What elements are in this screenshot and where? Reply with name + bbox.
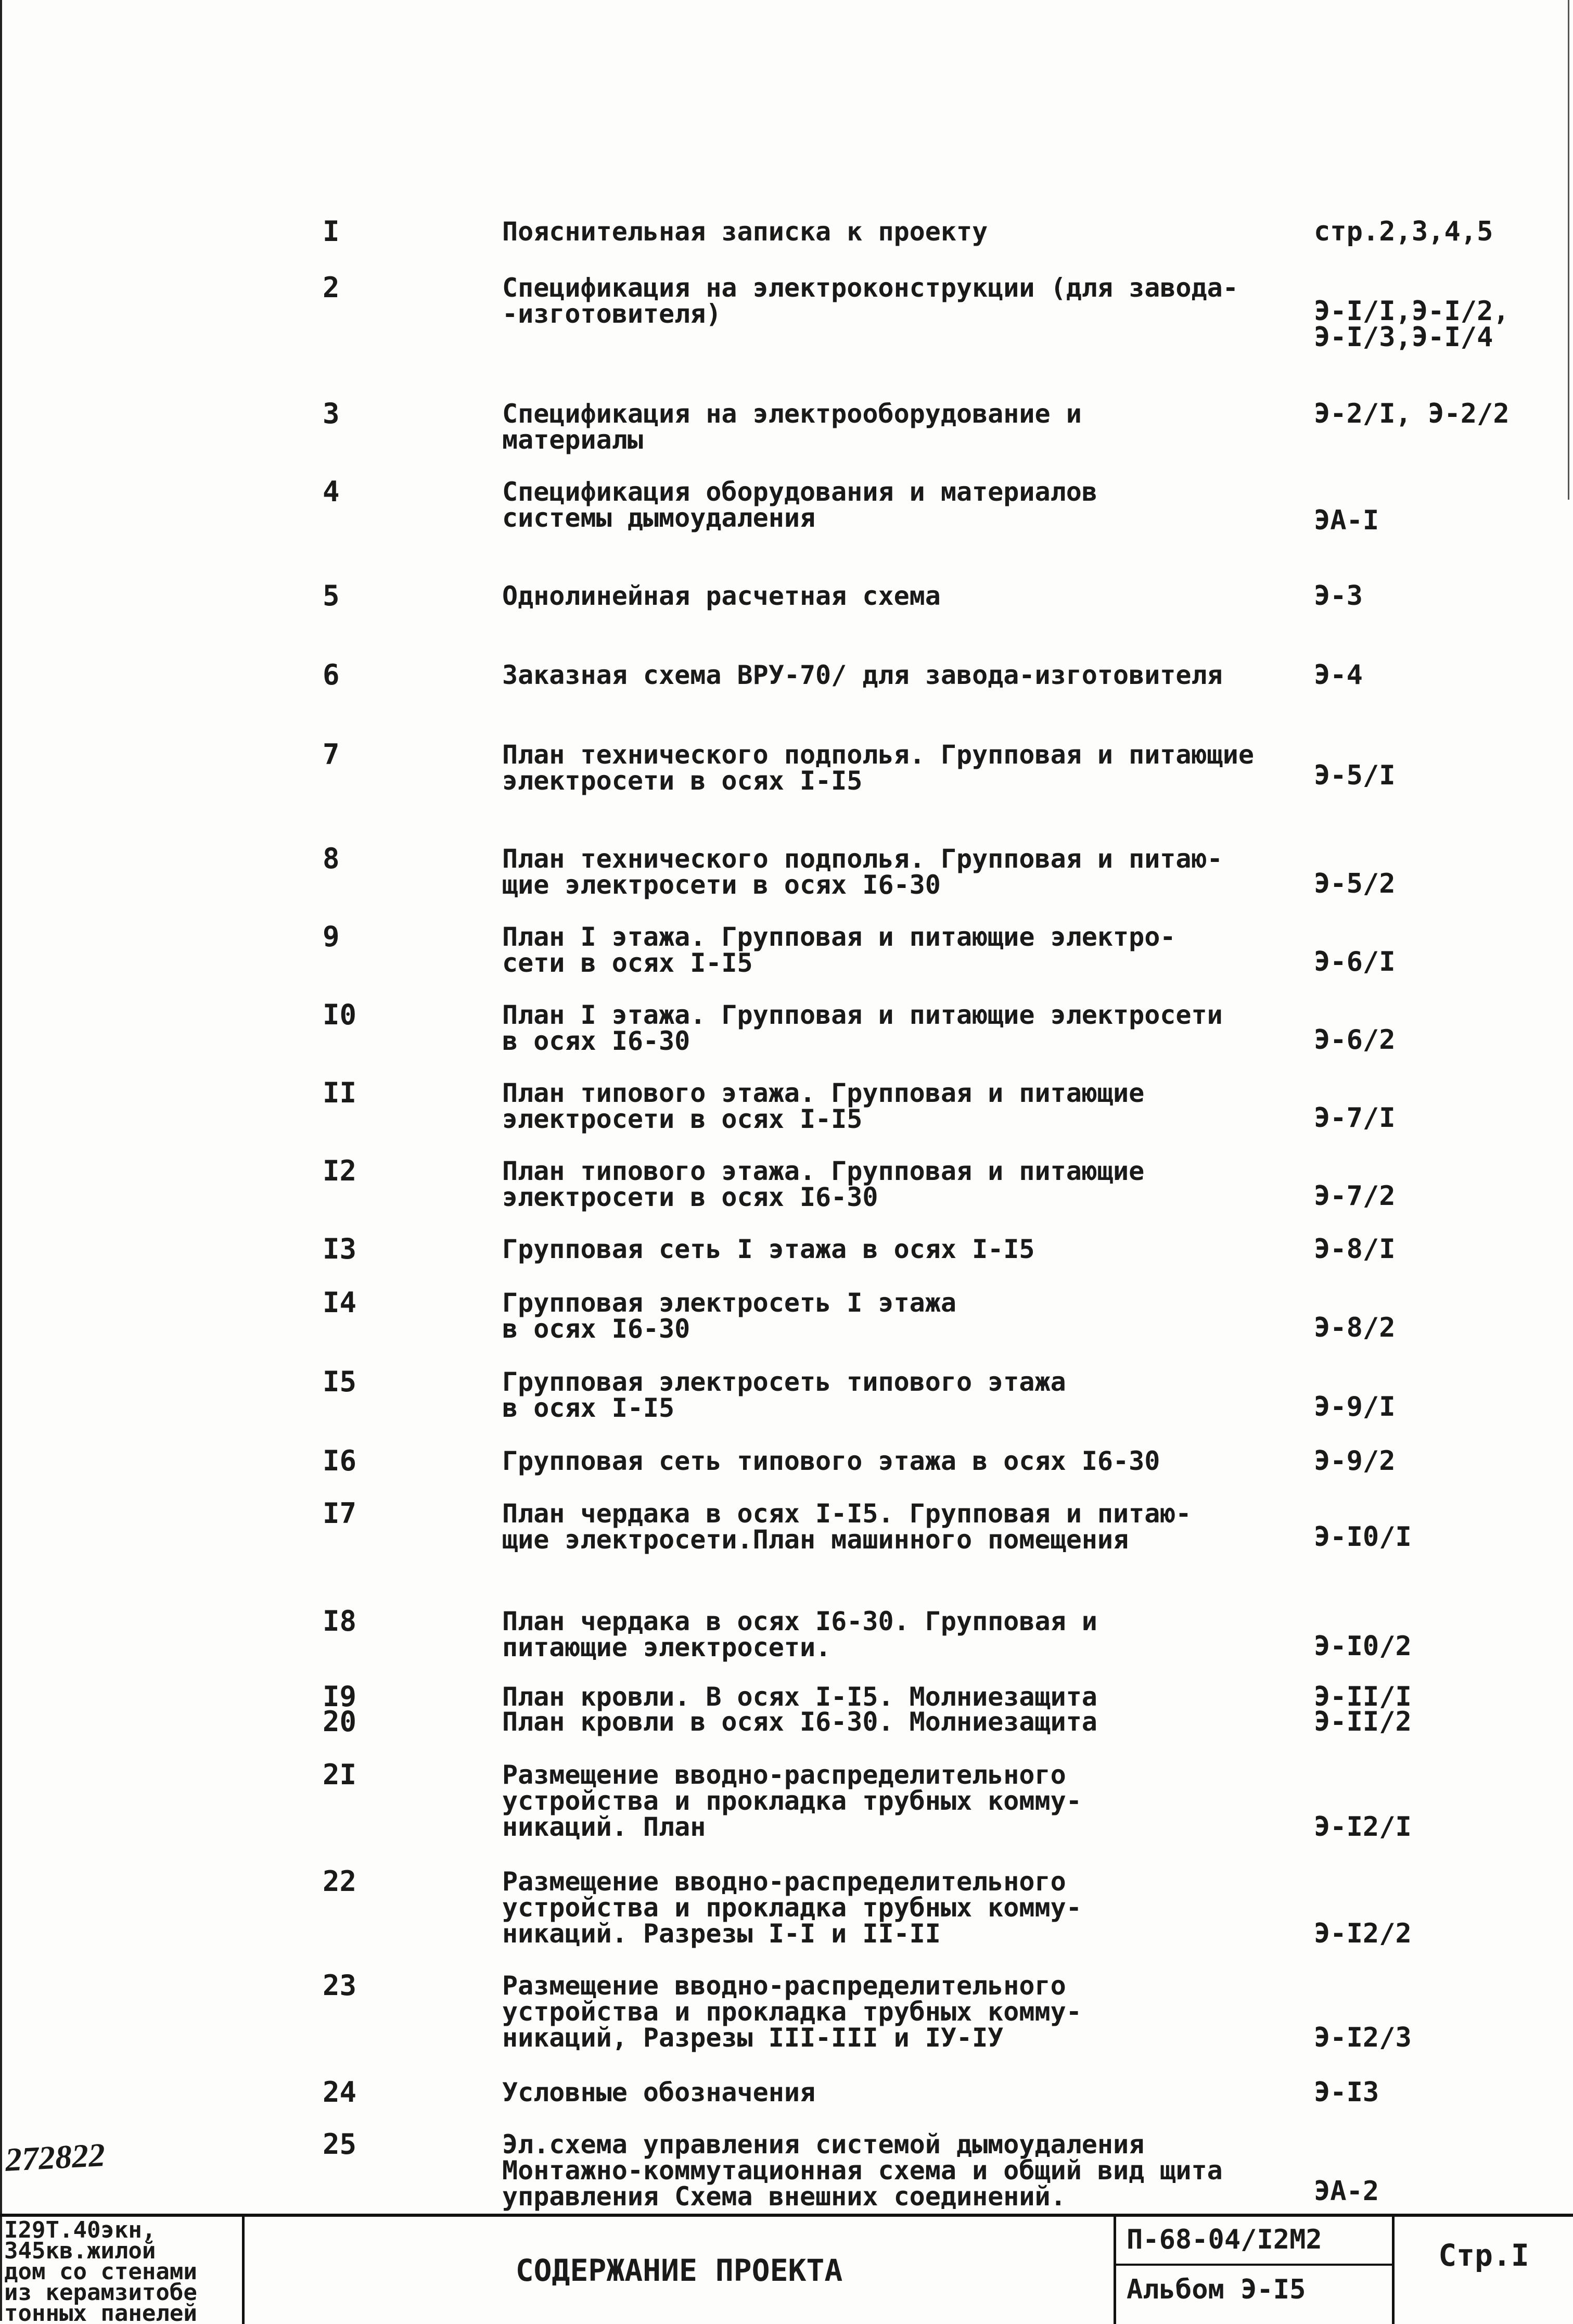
row-sheet-ref: Э-9/2: [1314, 1445, 1396, 1477]
page-number: Стр.I: [1438, 2238, 1529, 2273]
row-sheet-ref: Э-I2/I: [1314, 1811, 1412, 1843]
row-title: План чердака в осях I-I5. Групповая и питаю- щие электросети.План машинного помещения: [502, 1498, 1192, 1555]
row-sheet-ref: Э-9/I: [1314, 1391, 1396, 1423]
row-number: I4: [323, 1286, 357, 1319]
row-title: Спецификация оборудования и материалов системы дымоудаления: [502, 477, 1097, 533]
row-number: 5: [323, 579, 340, 612]
code-divider: [1116, 2264, 1392, 2266]
row-title: Групповая электросеть I этажа в осях I6-30: [502, 1288, 956, 1344]
row-title: План кровли. В осях I-I5. Молниезащита: [502, 1682, 1097, 1712]
row-sheet-ref: Э-I/I,Э-I/2, Э-I/3,Э-I/4: [1314, 296, 1510, 353]
row-number: 20: [323, 1705, 357, 1738]
row-title: Групповая электросеть типового этажа в осях I-I5: [502, 1367, 1066, 1423]
row-title: План технического подполья. Групповая и питающие электросети в осях I-I5: [502, 740, 1254, 796]
row-title: Групповая сеть типового этажа в осях I6-30: [502, 1446, 1160, 1476]
row-title: План типового этажа. Групповая и питающие электросети в осях I6-30: [502, 1156, 1145, 1212]
stamp-line: из керамзитобе: [4, 2279, 197, 2306]
row-number: 2: [323, 271, 340, 304]
row-number: I8: [323, 1605, 357, 1637]
row-title: Размещение вводно-распределительного устройства и прокладка трубных комму- никаций. Разрезы I-I и II-II: [502, 1866, 1082, 1949]
row-number: I5: [323, 1365, 357, 1398]
row-number: I: [323, 215, 340, 248]
row-title: Спецификация на электроконструкции (для завода- -изготовителя): [502, 273, 1238, 329]
row-title: Эл.схема управления системой дымоудаления Монтажно-коммутационная схема и общий вид щита управления Схема внешних соединений.: [502, 2129, 1223, 2212]
row-number: 24: [323, 2076, 357, 2109]
row-title: Заказная схема ВРУ-70/ для завода-изготовителя: [502, 660, 1223, 690]
row-number: 23: [323, 1969, 357, 2002]
title-block: [0, 2214, 1573, 2324]
row-number: 4: [323, 475, 340, 508]
row-sheet-ref: Э-I3: [1314, 2077, 1379, 2108]
row-sheet-ref: Э-6/I: [1314, 946, 1396, 977]
row-title: Условные обозначения: [502, 2077, 816, 2107]
row-sheet-ref: Э-I2/3: [1314, 2022, 1412, 2053]
row-number: 8: [323, 842, 340, 875]
stamp-line: I29Т.40экн,: [4, 2217, 156, 2243]
handwritten-stamp-number: 272822: [4, 2136, 106, 2178]
project-stamp: [0, 2217, 245, 2324]
row-number: I7: [323, 1497, 357, 1530]
row-title: План чердака в осях I6-30. Групповая и питающие электросети.: [502, 1606, 1097, 1662]
row-title: План типового этажа. Групповая и питающие электросети в осях I-I5: [502, 1078, 1145, 1134]
row-number: I9: [323, 1680, 357, 1713]
row-title: Размещение вводно-распределительного устройства и прокладка трубных комму- никаций. План: [502, 1760, 1082, 1842]
document-code-cell: [1114, 2217, 1395, 2324]
row-number: I0: [323, 998, 357, 1031]
row-number: I6: [323, 1444, 357, 1477]
row-number: 7: [323, 738, 340, 771]
row-title: Однолинейная расчетная схема: [502, 581, 941, 611]
row-number: 3: [323, 397, 340, 430]
row-sheet-ref: Э-3: [1314, 580, 1363, 612]
row-sheet-ref: Э-8/I: [1314, 1234, 1396, 1265]
row-sheet-ref: Э-4: [1314, 659, 1363, 691]
row-number: 6: [323, 658, 340, 691]
row-number: II: [323, 1076, 357, 1109]
row-sheet-ref: Э-I0/I: [1314, 1521, 1412, 1553]
row-title: Пояснительная записка к проекту: [502, 217, 988, 247]
row-title: План кровли в осях I6-30. Молниезащита: [502, 1707, 1097, 1737]
left-border-rule: [0, 0, 2, 2321]
row-sheet-ref: Э-I0/2: [1314, 1631, 1412, 1662]
row-number: I3: [323, 1233, 357, 1265]
stamp-line: тонных панелей: [4, 2300, 197, 2324]
row-number: I2: [323, 1154, 357, 1187]
document-code: П-68-04/I2М2: [1127, 2224, 1322, 2255]
row-number: 22: [323, 1865, 357, 1898]
row-sheet-ref: Э-2/I, Э-2/2: [1314, 398, 1510, 429]
row-title: План I этажа. Групповая и питающие электросети в осях I6-30: [502, 1000, 1223, 1056]
row-sheet-ref: Э-8/2: [1314, 1312, 1396, 1343]
row-sheet-ref: Э-6/2: [1314, 1024, 1396, 1056]
album-number: Альбом Э-I5: [1127, 2274, 1306, 2305]
row-sheet-ref: ЭА-2: [1314, 2176, 1379, 2207]
row-sheet-ref: стр.2,3,4,5: [1314, 216, 1493, 247]
row-title: Спецификация на электрооборудование и материалы: [502, 399, 1082, 455]
row-sheet-ref: Э-7/2: [1314, 1180, 1396, 1212]
row-number: 9: [323, 920, 340, 953]
row-number: 25: [323, 2128, 357, 2161]
row-title: Размещение вводно-распределительного устройства и прокладка трубных комму- никаций, Разрезы III-III и IУ-IУ: [502, 1971, 1082, 2053]
row-sheet-ref: Э-II/2: [1314, 1706, 1412, 1737]
row-number: 2I: [323, 1758, 357, 1791]
row-sheet-ref: Э-II/I: [1314, 1681, 1412, 1712]
row-sheet-ref: Э-7/I: [1314, 1102, 1396, 1134]
row-title: План технического подполья. Групповая и питаю- щие электросети в осях I6-30: [502, 844, 1223, 900]
row-sheet-ref: Э-5/I: [1314, 760, 1396, 791]
stamp-line: 345кв.жилой: [4, 2238, 156, 2264]
row-title: План I этажа. Групповая и питающие электро- сети в осях I-I5: [502, 922, 1176, 978]
document-title: СОДЕРЖАНИЕ ПРОЕКТА: [515, 2253, 843, 2288]
row-sheet-ref: Э-I2/2: [1314, 1918, 1412, 1949]
row-sheet-ref: ЭА-I: [1314, 505, 1379, 536]
row-title: Групповая сеть I этажа в осях I-I5: [502, 1234, 1035, 1264]
stamp-line: дом со стенами: [4, 2258, 197, 2285]
row-sheet-ref: Э-5/2: [1314, 868, 1396, 899]
